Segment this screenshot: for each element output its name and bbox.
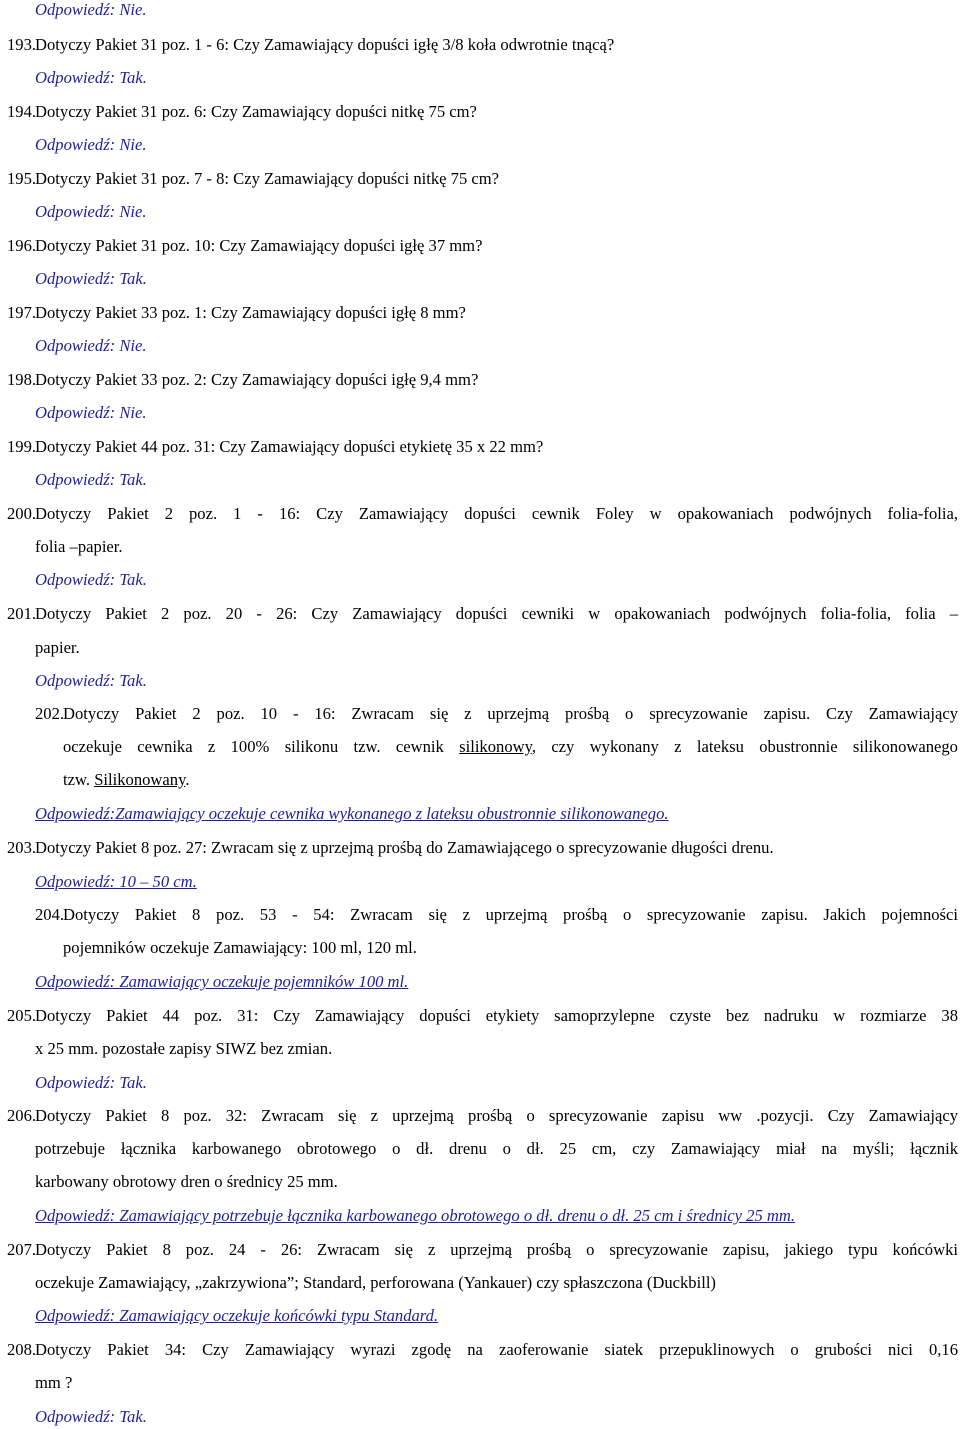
question-number: 199. <box>7 437 37 456</box>
question-text: Dotyczy Pakiet 33 poz. 1: Czy Zamawiający dopuści igłę 8 mm? <box>35 303 466 322</box>
question-text: Dotyczy Pakiet 8 poz. 53 - 54: Zwracam się z uprzejmą prośbą o sprecyzowanie zapisu. Jakich pojemności <box>63 905 958 924</box>
question-line <box>7 1006 958 1026</box>
text-fragment: . <box>185 770 190 789</box>
question-number: 198. <box>7 370 37 389</box>
text-line: x 25 mm. pozostałe zapisy SIWZ bez zmian. <box>35 1039 333 1058</box>
text-fragment: oczekuje cewnika z 100% silikonu tzw. cewnik <box>63 737 460 756</box>
answer-line: Odpowiedź: Nie. <box>35 135 147 154</box>
answer-line: Odpowiedź: Tak. <box>35 671 147 690</box>
text-line: papier. <box>35 638 80 657</box>
question-line <box>7 1340 958 1360</box>
text-line: potrzebuje łącznika karbowanego obrotowego o dł. drenu o dł. 25 cm, czy Zamawiający miał na myśli; łącznik <box>35 1139 958 1158</box>
answer-line: Odpowiedź:Zamawiający oczekuje cewnika wykonanego z lateksu obustronnie silikonowanego. <box>35 804 669 823</box>
question-line <box>7 437 543 457</box>
answer-line: Odpowiedź: Tak. <box>35 68 147 87</box>
answer-line: Odpowiedź: Zamawiający oczekuje pojemników 100 ml. <box>35 972 409 991</box>
question-number: 205. <box>7 1006 37 1025</box>
question-number: 202. <box>35 704 65 723</box>
question-text: Dotyczy Pakiet 31 poz. 7 - 8: Czy Zamawiający dopuści nitkę 75 cm? <box>35 169 500 188</box>
question-line <box>7 35 614 55</box>
question-text: Dotyczy Pakiet 33 poz. 2: Czy Zamawiający dopuści igłę 9,4 mm? <box>35 370 479 389</box>
question-number: 200. <box>7 504 37 523</box>
answer-line: Odpowiedź: Tak. <box>35 269 147 288</box>
question-text: Dotyczy Pakiet 8 poz. 27: Zwracam się z uprzejmą prośbą do Zamawiającego o sprecyzowanie długości drenu. <box>35 838 774 857</box>
question-line <box>7 604 958 624</box>
answer-line: Odpowiedź: Zamawiający potrzebuje łącznika karbowanego obrotowego o dł. drenu o dł. 25 cm i średnicy 25 mm. <box>35 1206 796 1225</box>
answer-line: Odpowiedź: Tak. <box>35 570 147 589</box>
question-text: Dotyczy Pakiet 44 poz. 31: Czy Zamawiający dopuści etykietę 35 x 22 mm? <box>35 437 544 456</box>
answer-line: Odpowiedź: Nie. <box>35 0 147 19</box>
text-line: pojemników oczekuje Zamawiający: 100 ml, 120 ml. <box>63 938 417 957</box>
question-line <box>7 504 958 524</box>
question-line <box>35 905 958 925</box>
question-text: Dotyczy Pakiet 2 poz. 1 - 16: Czy Zamawiający dopuści cewnik Foley w opakowaniach podwójnych folia-folia, <box>35 504 958 523</box>
question-number: 193. <box>7 35 37 54</box>
text-line: mm ? <box>35 1373 73 1392</box>
answer-line: Odpowiedź: Nie. <box>35 202 147 221</box>
question-text: Dotyczy Pakiet 31 poz. 6: Czy Zamawiający dopuści nitkę 75 cm? <box>35 102 477 121</box>
text-fragment: tzw. <box>63 770 95 789</box>
question-line <box>7 1106 958 1126</box>
question-number: 203. <box>7 838 37 857</box>
question-line <box>7 102 477 122</box>
question-line <box>7 303 466 323</box>
answer-line: Odpowiedź: Nie. <box>35 336 147 355</box>
answer-line: Odpowiedź: Nie. <box>35 403 147 422</box>
question-text: Dotyczy Pakiet 34: Czy Zamawiający wyrazi zgodę na zaoferowanie siatek przepuklinowych o grubości nici 0,16 <box>35 1340 958 1359</box>
text-line: folia –papier. <box>35 537 123 556</box>
text-line <box>63 737 958 757</box>
question-text: Dotyczy Pakiet 44 poz. 31: Czy Zamawiający dopuści etykiety samoprzylepne czyste bez nadruku w rozmiarze 38 <box>35 1006 958 1025</box>
question-text: Dotyczy Pakiet 31 poz. 1 - 6: Czy Zamawiający dopuści igłę 3/8 koła odwrotnie tnącą? <box>35 35 615 54</box>
question-line <box>7 1240 958 1260</box>
question-number: 207. <box>7 1240 37 1259</box>
question-line <box>7 169 499 189</box>
question-number: 206. <box>7 1106 37 1125</box>
answer-line: Odpowiedź: 10 – 50 cm. <box>35 872 197 891</box>
text-line: oczekuje Zamawiający, „zakrzywiona”; Standard, perforowana (Yankauer) czy spłaszczona (Duckbill) <box>35 1273 716 1292</box>
text-line <box>63 770 189 790</box>
question-number: 201. <box>7 604 37 623</box>
text-line: karbowany obrotowy dren o średnicy 25 mm. <box>35 1172 338 1191</box>
question-text: Dotyczy Pakiet 2 poz. 10 - 16: Zwracam się z uprzejmą prośbą o sprecyzowanie zapisu. Czy Zamawiający <box>63 704 958 723</box>
underlined-term: Silikonowany <box>94 770 186 789</box>
question-number: 194. <box>7 102 37 121</box>
question-line <box>7 838 774 858</box>
question-text: Dotyczy Pakiet 8 poz. 32: Zwracam się z uprzejmą prośbą o sprecyzowanie zapisu ww .pozycji. Czy Zamawiający <box>35 1106 958 1125</box>
answer-line: Odpowiedź: Zamawiający oczekuje końcówki typu Standard. <box>35 1306 439 1325</box>
question-number: 195. <box>7 169 37 188</box>
question-text: Dotyczy Pakiet 8 poz. 24 - 26: Zwracam się z uprzejmą prośbą o sprecyzowanie zapisu, jakiego typu końcówki <box>35 1240 958 1259</box>
question-number: 196. <box>7 236 37 255</box>
underlined-term: silikonowy <box>459 737 532 756</box>
answer-line: Odpowiedź: Tak. <box>35 1407 147 1426</box>
question-line <box>35 704 958 724</box>
question-text: Dotyczy Pakiet 31 poz. 10: Czy Zamawiający dopuści igłę 37 mm? <box>35 236 483 255</box>
answer-line: Odpowiedź: Tak. <box>35 470 147 489</box>
question-line <box>7 236 482 256</box>
question-line <box>7 370 478 390</box>
answer-line: Odpowiedź: Tak. <box>35 1073 147 1092</box>
question-number: 208. <box>7 1340 37 1359</box>
text-fragment: , czy wykonany z lateksu obustronnie silikonowanego <box>531 737 958 756</box>
question-text: Dotyczy Pakiet 2 poz. 20 - 26: Czy Zamawiający dopuści cewniki w opakowaniach podwójnych folia-folia, folia – <box>35 604 958 623</box>
question-number: 204. <box>35 905 65 924</box>
question-number: 197. <box>7 303 37 322</box>
